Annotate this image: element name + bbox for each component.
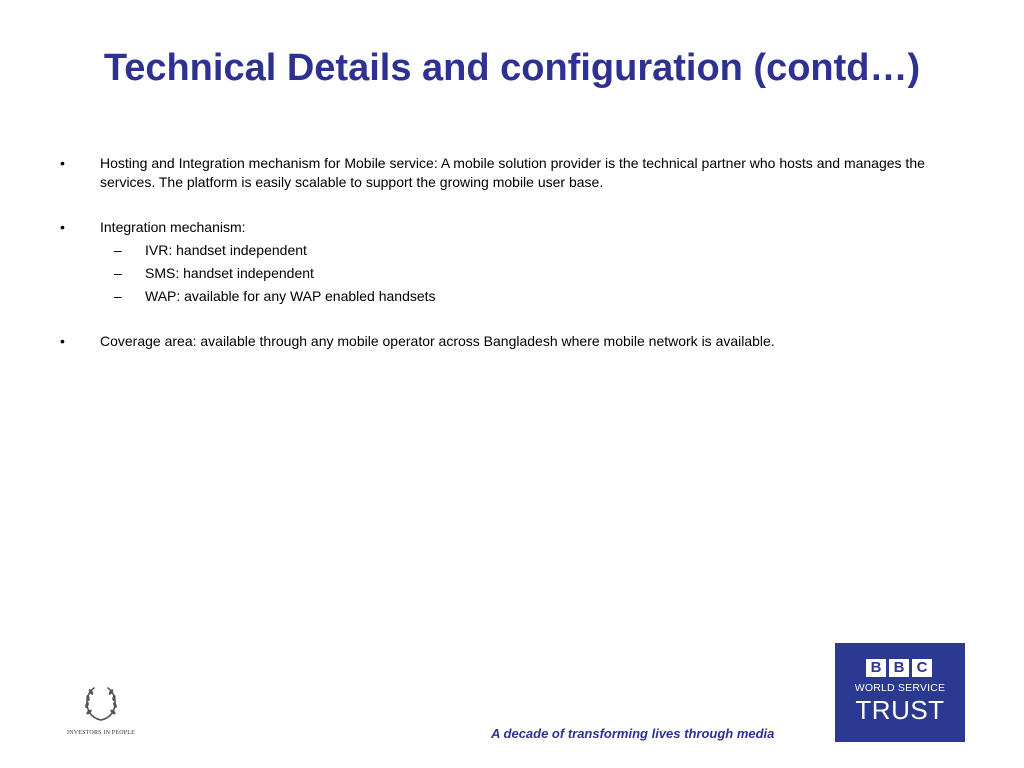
bullet-hosting	[60, 154, 960, 192]
sub-item-text: WAP: available for any WAP enabled handsets	[145, 288, 436, 304]
bbc-trust-text: TRUST	[855, 695, 945, 725]
sub-item-ivr	[100, 241, 960, 260]
investors-in-people-text: INVESTORS IN PEOPLE	[66, 730, 136, 736]
sub-item-wap	[100, 287, 960, 306]
sub-item-text: IVR: handset independent	[145, 242, 307, 258]
dash-mark: –	[114, 242, 122, 258]
bbc-letter-block: B	[889, 659, 909, 677]
sub-item-text: SMS: handset independent	[145, 265, 314, 281]
dash-mark: –	[114, 265, 122, 281]
bullet-text: Integration mechanism:	[100, 219, 246, 235]
bullet-mark: •	[60, 333, 65, 349]
footer-tagline: A decade of transforming lives through media	[491, 726, 775, 741]
laurel-wreath-icon	[81, 684, 121, 724]
bbc-letter-block: B	[866, 659, 886, 677]
integration-sub-list	[100, 241, 960, 306]
dash-mark: –	[114, 288, 122, 304]
bullet-text: Hosting and Integration mechanism for Mobile service: A mobile solution provider is the technical partner who hosts and manages the services. The platform is easily scalable to support the growing mobile user base.	[100, 155, 925, 190]
bullet-mark: •	[60, 219, 65, 235]
bbc-letter-blocks	[866, 659, 932, 677]
bbc-world-service-text: WORLD SERVICE	[854, 682, 946, 694]
investors-in-people-logo	[60, 684, 142, 740]
bullet-text: Coverage area: available through any mobile operator across Bangladesh where mobile network is available.	[100, 333, 775, 349]
sub-item-sms	[100, 264, 960, 283]
bbc-world-service-trust-logo	[835, 643, 965, 742]
bbc-letter-block: C	[912, 659, 932, 677]
bullet-mark: •	[60, 155, 65, 171]
slide-title: Technical Details and configuration (contd…)	[103, 47, 921, 89]
slide-content	[60, 154, 960, 377]
bullet-coverage	[60, 332, 960, 351]
bullet-integration	[60, 218, 960, 306]
